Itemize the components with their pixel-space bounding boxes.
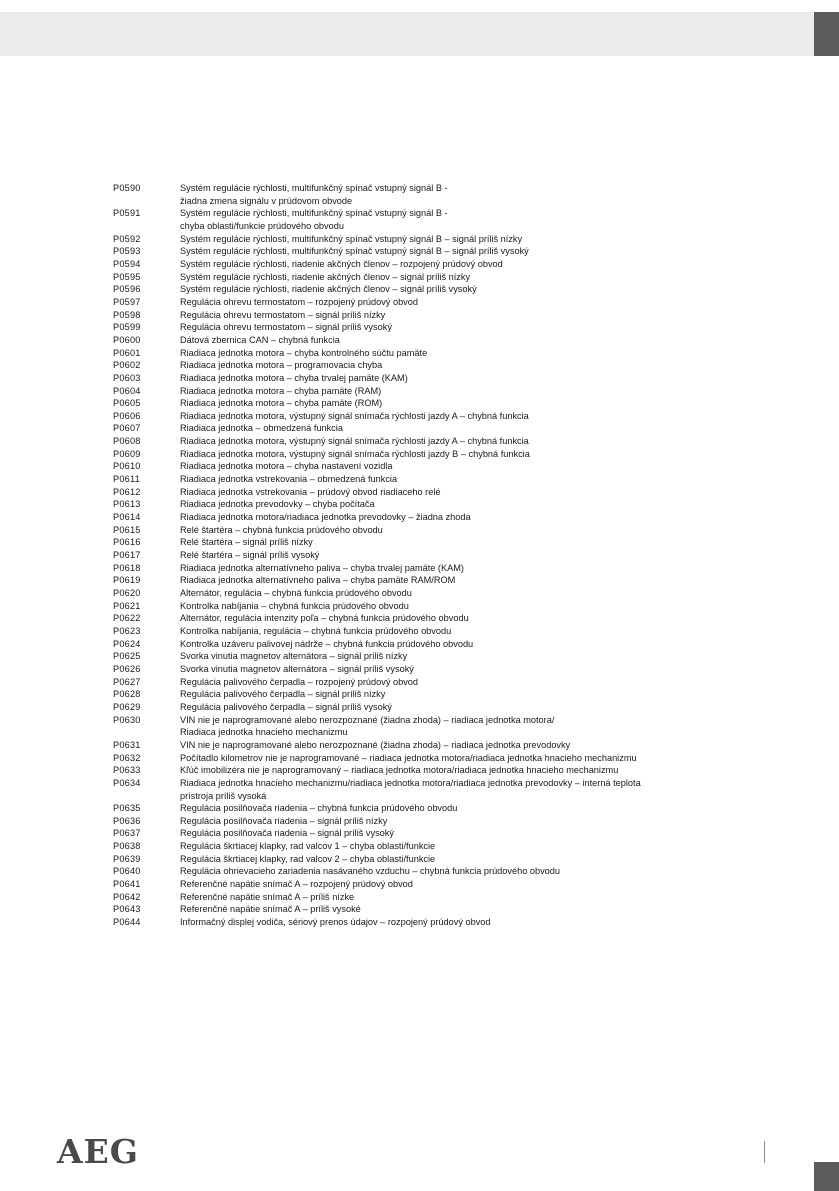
fault-code: P0610 <box>113 461 141 472</box>
fault-description: Riadiaca jednotka motora, výstupný signál snímača rýchlosti jazdy A – chybná funkcia <box>180 436 529 447</box>
fault-code-row <box>113 486 753 499</box>
fault-description: Systém regulácie rýchlosti, riadenie akčných členov – rozpojený prúdový obvod <box>180 258 503 269</box>
fault-code-row <box>113 182 753 207</box>
header-bar <box>0 12 839 56</box>
footer-tab-marker <box>814 1162 839 1191</box>
fault-description: Svorka vinutia magnetov alternátora – signál príliš vysoký <box>180 663 414 674</box>
fault-description: Alternátor, regulácia – chybná funkcia prúdového obvodu <box>180 588 412 598</box>
fault-description: Riadiaca jednotka – obmedzená funkcia <box>180 423 343 434</box>
fault-code: P0634 <box>113 777 141 788</box>
fault-code: P0632 <box>113 752 141 763</box>
fault-code-row <box>113 815 753 828</box>
fault-code-row <box>113 663 753 676</box>
fault-code: P0630 <box>113 714 141 725</box>
fault-code-row <box>113 853 753 866</box>
fault-code-row <box>113 600 753 613</box>
fault-description: Riadiaca jednotka motora/riadiaca jednotka prevodovky – žiadna zhoda <box>180 512 471 523</box>
fault-description: Riadiaca jednotka motora – chyba kontrolného súčtu pamäte <box>180 347 428 358</box>
fault-code: P0628 <box>113 689 141 700</box>
fault-description: Relé štartéra – signál príliš nízky <box>180 537 313 548</box>
fault-code-row <box>113 321 753 334</box>
fault-code: P0640 <box>113 866 141 877</box>
fault-description: Riadiaca jednotka motora – programovacia chyba <box>180 360 383 371</box>
fault-code-row <box>113 347 753 360</box>
fault-code-row <box>113 511 753 524</box>
footer-divider <box>764 1141 765 1163</box>
fault-code: P0641 <box>113 879 141 890</box>
fault-description: Riadiaca jednotka hnacieho mechanizmu/riadiaca jednotka motora/riadiaca jednotka prevodovky – interná teplota prístroja príliš vysoká <box>180 777 641 801</box>
header-tab-marker <box>814 12 839 56</box>
fault-description: Relé štartéra – chybná funkcia prúdového obvodu <box>180 524 383 535</box>
fault-code: P0595 <box>113 271 141 282</box>
fault-code-row <box>113 283 753 296</box>
fault-code: P0593 <box>113 246 141 257</box>
fault-description: Riadiaca jednotka motora – chyba pamäte (RAM) <box>180 385 382 396</box>
fault-code-row <box>113 701 753 714</box>
fault-code-row <box>113 309 753 322</box>
fault-code-list <box>113 182 753 929</box>
fault-description: Relé štartéra – signál príliš vysoký <box>180 550 320 561</box>
fault-code: P0603 <box>113 372 141 383</box>
fault-code-row <box>113 245 753 258</box>
fault-description: Systém regulácie rýchlosti, riadenie akčných členov – signál príliš nízky <box>180 271 471 282</box>
fault-code-row <box>113 385 753 398</box>
fault-code: P0594 <box>113 258 141 269</box>
fault-code-row <box>113 258 753 271</box>
fault-description: Svorka vinutia magnetov alternátora – signál príliš nízky <box>180 651 408 662</box>
fault-code: P0613 <box>113 499 141 510</box>
fault-code: P0605 <box>113 398 141 409</box>
fault-code: P0629 <box>113 701 141 712</box>
fault-code-row <box>113 397 753 410</box>
fault-description: Referenčné napätie snímač A – príliš nízke <box>180 891 355 902</box>
fault-code: P0622 <box>113 613 141 624</box>
fault-description: Kontrolka uzáveru palivovej nádrže – chybná funkcia prúdového obvodu <box>180 638 474 649</box>
fault-description: Riadiaca jednotka vstrekovania – prúdový obvod riadiaceho relé <box>180 486 441 497</box>
fault-code-row <box>113 587 753 600</box>
fault-description: Systém regulácie rýchlosti, multifunkčný spínač vstupný signál B – signál príliš nízky <box>180 233 523 244</box>
fault-code: P0602 <box>113 360 141 371</box>
fault-code: P0600 <box>113 334 141 345</box>
fault-code: P0591 <box>113 208 141 219</box>
fault-code: P0615 <box>113 524 141 535</box>
fault-code: P0638 <box>113 841 141 852</box>
fault-code: P0611 <box>113 474 140 485</box>
aeg-logo: AEG <box>57 1132 139 1171</box>
fault-code: P0624 <box>113 638 141 649</box>
fault-code: P0604 <box>113 385 141 396</box>
fault-code-row <box>113 878 753 891</box>
fault-code-row <box>113 296 753 309</box>
fault-code: P0619 <box>113 575 141 586</box>
fault-description: Počítadlo kilometrov nie je naprogramované – riadiaca jednotka motora/riadiaca jednotka hnacieho mechanizmu <box>180 752 637 763</box>
fault-description: Dátová zbernica CAN – chybná funkcia <box>180 334 340 345</box>
fault-code: P0621 <box>113 600 141 611</box>
fault-description: VIN nie je naprogramované alebo nerozpoznané (žiadna zhoda) – riadiaca jednotka motora/ Riadiaca jednotka hnacieho mechanizmu <box>180 714 555 738</box>
fault-code: P0598 <box>113 309 141 320</box>
fault-code: P0617 <box>113 550 141 561</box>
fault-code: P0612 <box>113 486 141 497</box>
fault-code-row <box>113 460 753 473</box>
fault-code: P0631 <box>113 739 141 750</box>
fault-description: Riadiaca jednotka motora, výstupný signál snímača rýchlosti jazdy B – chybná funkcia <box>180 448 530 459</box>
fault-description: Kontrolka nabíjania – chybná funkcia prúdového obvodu <box>180 600 409 611</box>
fault-description: VIN nie je naprogramované alebo nerozpoznané (žiadna zhoda) – riadiaca jednotka prevodovky <box>180 739 571 750</box>
fault-description: Referenčné napätie snímač A – rozpojený prúdový obvod <box>180 879 413 890</box>
fault-code: P0590 <box>113 183 141 193</box>
fault-code: P0627 <box>113 676 141 687</box>
fault-code-row <box>113 714 753 739</box>
fault-code: P0601 <box>113 347 141 358</box>
fault-code-row <box>113 271 753 284</box>
fault-code-row <box>113 777 753 802</box>
fault-code: P0614 <box>113 512 141 523</box>
fault-description: Informačný displej vodiča, sériový prenos údajov – rozpojený prúdový obvod <box>180 917 491 928</box>
fault-code: P0607 <box>113 423 141 434</box>
fault-code-row <box>113 549 753 562</box>
fault-description: Regulácia palivového čerpadla – signál príliš vysoký <box>180 701 392 712</box>
fault-description: Regulácia posilňovača riadenia – chybná funkcia prúdového obvodu <box>180 803 458 814</box>
fault-code: P0642 <box>113 891 141 902</box>
fault-code-row <box>113 903 753 916</box>
fault-description: Regulácia ohrevu termostatom – signál príliš nízky <box>180 309 386 320</box>
fault-description: Regulácia ohrevu termostatom – rozpojený prúdový obvod <box>180 296 418 307</box>
fault-code-row <box>113 562 753 575</box>
fault-code-row <box>113 422 753 435</box>
fault-description: Riadiaca jednotka alternatívneho paliva – chyba pamäte RAM/ROM <box>180 575 456 586</box>
fault-code-row <box>113 574 753 587</box>
fault-code-row <box>113 840 753 853</box>
fault-code-row <box>113 827 753 840</box>
fault-code: P0592 <box>113 233 141 244</box>
fault-code: P0636 <box>113 815 141 826</box>
fault-description: Referenčné napätie snímač A – príliš vysoké <box>180 904 361 915</box>
fault-code-row <box>113 207 753 232</box>
fault-code: P0597 <box>113 296 141 307</box>
fault-code-row <box>113 739 753 752</box>
fault-code-row <box>113 802 753 815</box>
fault-code-row <box>113 752 753 765</box>
fault-description: Riadiaca jednotka alternatívneho paliva – chyba trvalej pamäte (KAM) <box>180 562 464 573</box>
fault-code: P0643 <box>113 904 141 915</box>
fault-description: Regulácia škrtiacej klapky, rad valcov 2 – chyba oblasti/funkcie <box>180 853 436 864</box>
fault-code-row <box>113 524 753 537</box>
fault-description: Riadiaca jednotka motora, výstupný signál snímača rýchlosti jazdy A – chybná funkcia <box>180 410 529 421</box>
fault-description: Regulácia ohrievacieho zariadenia nasávaného vzduchu – chybná funkcia prúdového obvodu <box>180 866 561 877</box>
fault-code-row <box>113 688 753 701</box>
fault-code-row <box>113 448 753 461</box>
fault-code-row <box>113 625 753 638</box>
fault-description: Alternátor, regulácia intenzity poľa – chybná funkcia prúdového obvodu <box>180 613 469 624</box>
fault-code-row <box>113 498 753 511</box>
fault-description: Regulácia škrtiacej klapky, rad valcov 1 – chyba oblasti/funkcie <box>180 841 436 852</box>
fault-code-row <box>113 334 753 347</box>
fault-code: P0639 <box>113 853 141 864</box>
fault-description: Regulácia posilňovača riadenia – signál príliš vysoký <box>180 828 394 839</box>
fault-code: P0608 <box>113 436 141 447</box>
fault-code: P0618 <box>113 562 141 573</box>
fault-description: Regulácia posilňovača riadenia – signál príliš nízky <box>180 815 388 826</box>
fault-description: Kľúč imobilizéra nie je naprogramovaný – riadiaca jednotka motora/riadiaca jednotka hnacieho mechanizmu <box>180 765 619 776</box>
fault-code: P0596 <box>113 284 141 295</box>
fault-code-row <box>113 612 753 625</box>
fault-description: Regulácia palivového čerpadla – rozpojený prúdový obvod <box>180 676 419 687</box>
fault-code-row <box>113 536 753 549</box>
fault-code: P0616 <box>113 537 141 548</box>
fault-code-row <box>113 891 753 904</box>
fault-code-row <box>113 410 753 423</box>
fault-code-row <box>113 359 753 372</box>
fault-code-row <box>113 676 753 689</box>
fault-description: Riadiaca jednotka motora – chyba trvalej pamäte (KAM) <box>180 372 408 383</box>
fault-code: P0599 <box>113 322 141 333</box>
fault-code: P0606 <box>113 410 141 421</box>
fault-code: P0644 <box>113 917 141 928</box>
fault-code: P0635 <box>113 803 141 814</box>
fault-description: Systém regulácie rýchlosti, riadenie akčných členov – signál príliš vysoký <box>180 284 477 295</box>
fault-description: Riadiaca jednotka vstrekovania – obmedzená funkcia <box>180 474 398 485</box>
fault-code-row <box>113 638 753 651</box>
fault-description: Systém regulácie rýchlosti, multifunkčný spínač vstupný signál B - chyba oblasti/funkcie prúdového obvodu <box>180 208 448 231</box>
fault-code-row <box>113 233 753 246</box>
fault-description: Regulácia ohrevu termostatom – signál príliš vysoký <box>180 322 392 333</box>
fault-description: Riadiaca jednotka motora – chyba pamäte (ROM) <box>180 398 383 409</box>
fault-code: P0625 <box>113 651 141 662</box>
fault-description: Regulácia palivového čerpadla – signál príliš nízky <box>180 689 386 700</box>
fault-code: P0637 <box>113 828 141 839</box>
fault-code-row <box>113 435 753 448</box>
fault-description: Riadiaca jednotka prevodovky – chyba počítača <box>180 499 375 510</box>
fault-code-row <box>113 764 753 777</box>
fault-code: P0620 <box>113 588 141 598</box>
fault-code: P0626 <box>113 663 141 674</box>
fault-code-row <box>113 372 753 385</box>
fault-description: Systém regulácie rýchlosti, multifunkčný spínač vstupný signál B - žiadna zmena signálu v prúdovom obvode <box>180 183 448 206</box>
fault-code: P0609 <box>113 448 141 459</box>
fault-code-row <box>113 650 753 663</box>
fault-code-row <box>113 473 753 486</box>
fault-code: P0623 <box>113 625 141 636</box>
fault-description: Riadiaca jednotka motora – chyba nastavení vozidla <box>180 461 393 472</box>
fault-description: Kontrolka nabíjania, regulácia – chybná funkcia prúdového obvodu <box>180 625 452 636</box>
fault-code-row <box>113 916 753 929</box>
fault-code-row <box>113 865 753 878</box>
fault-description: Systém regulácie rýchlosti, multifunkčný spínač vstupný signál B – signál príliš vysoký <box>180 246 529 257</box>
fault-code: P0633 <box>113 765 141 776</box>
